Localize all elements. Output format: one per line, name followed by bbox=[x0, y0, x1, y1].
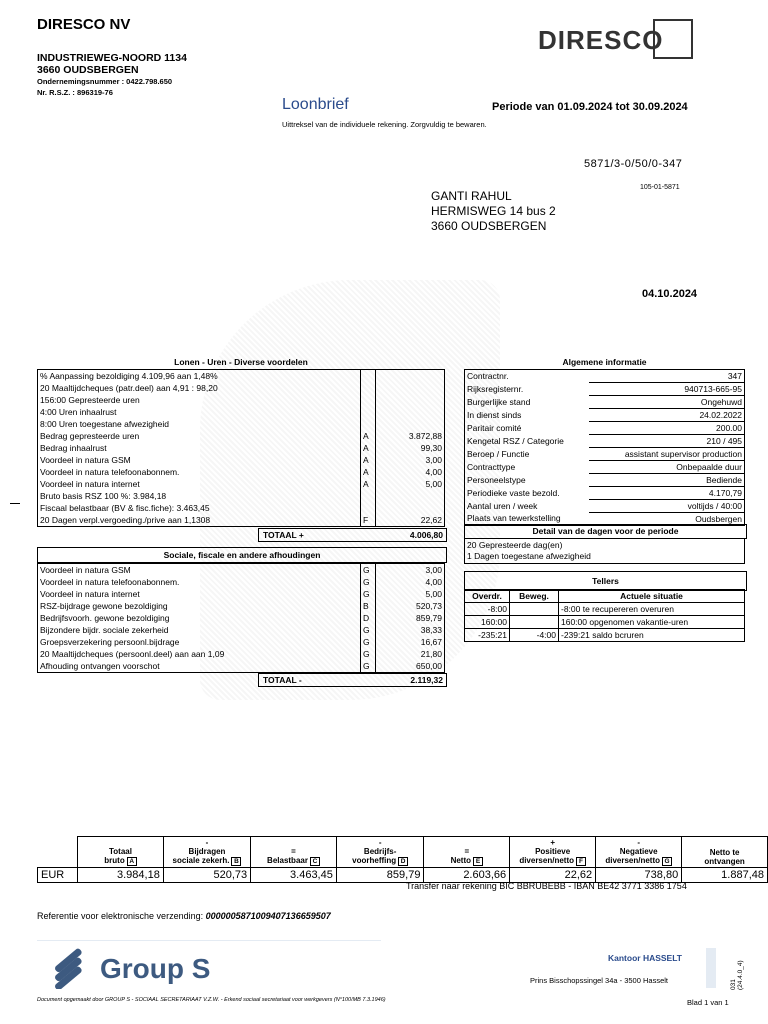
lonen-row bbox=[38, 418, 445, 430]
summary-value: 738,80 bbox=[596, 868, 682, 883]
lonen-amount: 22,62 bbox=[376, 514, 445, 527]
lonen-amount: 5,00 bbox=[376, 478, 445, 490]
sociale-code: D bbox=[361, 612, 376, 624]
summary-value: 520,73 bbox=[163, 868, 250, 883]
summary-label2-text: Netto bbox=[450, 856, 472, 865]
lonen-amount: 99,30 bbox=[376, 442, 445, 454]
lonen-amount bbox=[376, 406, 445, 418]
document-note: Document opgemaakt door GROUP S - SOCIAAL SECRETARIAAT V.Z.W. - Erkend sociaal secretariaat voor werkgevers (N°100/MB 7.3.1946) bbox=[37, 997, 386, 1003]
lonen-row bbox=[38, 430, 445, 442]
sociale-code: G bbox=[361, 648, 376, 660]
summary-label2-text: voorheffing bbox=[352, 856, 397, 865]
algemeen-row bbox=[465, 383, 745, 396]
sociale-desc: Afhouding ontvangen voorschot bbox=[40, 660, 160, 671]
lonen-code bbox=[361, 502, 376, 514]
lonen-row bbox=[38, 382, 445, 394]
lonen-code: A bbox=[361, 430, 376, 442]
sociale-title: Sociale, fiscale en andere afhoudingen bbox=[37, 547, 447, 563]
summary-header bbox=[163, 837, 250, 868]
lonen-amount bbox=[376, 418, 445, 430]
algemeen-row bbox=[465, 487, 745, 500]
document-title: Loonbrief bbox=[282, 96, 349, 113]
lonen-code bbox=[361, 418, 376, 430]
summary-header bbox=[424, 837, 510, 868]
summary-label2 bbox=[80, 856, 161, 866]
lonen-code bbox=[361, 490, 376, 502]
group-s-logo-icon bbox=[54, 947, 83, 989]
summary-label2-text: Belastbaar bbox=[267, 856, 308, 865]
algemeen-value: 210 / 495 bbox=[589, 435, 745, 448]
summary-letter: C bbox=[310, 857, 320, 866]
lonen-desc: % Aanpassing bezoldiging 4.109,96 aan 1,48% bbox=[40, 370, 218, 381]
address-line2: 3660 OUDSBERGEN bbox=[37, 64, 139, 76]
tellers-row bbox=[465, 616, 745, 629]
lonen-total-label: TOTAAL + bbox=[263, 530, 304, 540]
recipient-city: 3660 OUDSBERGEN bbox=[431, 219, 547, 233]
sociale-desc: Voordeel in natura telefoonabonnem. bbox=[40, 576, 180, 587]
summary-value: 1.887,48 bbox=[682, 868, 768, 883]
summary-label2 bbox=[426, 856, 507, 866]
lonen-amount bbox=[376, 370, 445, 383]
sociale-total-value: 2.119,32 bbox=[410, 675, 443, 685]
lonen-row bbox=[38, 370, 445, 383]
company-address bbox=[37, 52, 187, 98]
sociale-row bbox=[38, 636, 445, 648]
summary-currency: EUR bbox=[38, 868, 78, 883]
summary-header bbox=[78, 837, 164, 868]
algemeen-row bbox=[465, 435, 745, 448]
recipient-name: GANTI RAHUL bbox=[431, 189, 512, 203]
recipient-address bbox=[431, 189, 556, 234]
summary-op: = bbox=[291, 847, 296, 856]
sociale-row bbox=[38, 564, 445, 577]
summary-header bbox=[510, 837, 596, 868]
sociale-amount: 38,33 bbox=[376, 624, 445, 636]
lonen-code: A bbox=[361, 442, 376, 454]
diresco-logo bbox=[536, 18, 694, 60]
sociale-row bbox=[38, 600, 445, 612]
reference-label: Referentie voor elektronische verzending: bbox=[37, 911, 206, 921]
tellers-row bbox=[465, 629, 745, 642]
sociale-desc: Groepsverzekering persoonl.bijdrage bbox=[40, 636, 180, 647]
summary-value: 3.463,45 bbox=[251, 868, 337, 883]
tellers-beweg bbox=[510, 603, 559, 616]
group-s-logo bbox=[48, 945, 238, 994]
tellers-beweg: -4:00 bbox=[510, 629, 559, 642]
sociale-row bbox=[38, 588, 445, 600]
summary-label2-text: diversen/netto bbox=[605, 856, 661, 865]
summary-label1: Negatieve bbox=[619, 847, 658, 856]
lonen-code bbox=[361, 370, 376, 383]
group-s-logo-text: Group S bbox=[100, 953, 211, 984]
summary-label2-text: bruto bbox=[104, 856, 125, 865]
kantoor-address: Prins Bisschopssingel 34a - 3500 Hasselt bbox=[530, 976, 668, 985]
summary-value: 2.603,66 bbox=[424, 868, 510, 883]
lonen-amount bbox=[376, 394, 445, 406]
detail-title: Detail van de dagen voor de periode bbox=[464, 524, 747, 539]
lonen-amount bbox=[376, 490, 445, 502]
rsz-number: Nr. R.S.Z. : 896319-76 bbox=[37, 88, 113, 97]
algemeen-key: Aantal uren / week bbox=[467, 500, 538, 511]
sociale-row bbox=[38, 648, 445, 660]
sociale-amount: 21,80 bbox=[376, 648, 445, 660]
tellers-title: Tellers bbox=[464, 571, 747, 591]
tellers-header-overdr: Overdr. bbox=[465, 590, 510, 603]
summary-header bbox=[596, 837, 682, 868]
sociale-code: G bbox=[361, 564, 376, 577]
footer-band bbox=[706, 948, 716, 988]
sociale-desc: Bedrijfsvoorh. gewone bezoldiging bbox=[40, 612, 170, 623]
algemeen-row bbox=[465, 474, 745, 487]
tellers-overdr: 160:00 bbox=[465, 616, 510, 629]
algemeen-row bbox=[465, 448, 745, 461]
lonen-desc: 4:00 Uren inhaalrust bbox=[40, 406, 117, 417]
algemeen-key: Burgerlijke stand bbox=[467, 396, 531, 407]
algemeen-key: Periodieke vaste bezold. bbox=[467, 487, 560, 498]
sociale-desc: RSZ-bijdrage gewone bezoldiging bbox=[40, 600, 168, 611]
sociale-amount: 4,00 bbox=[376, 576, 445, 588]
detail-item: 1 Dagen toegestane afwezigheid bbox=[467, 551, 591, 561]
sociale-amount: 3,00 bbox=[376, 564, 445, 577]
sociale-amount: 520,73 bbox=[376, 600, 445, 612]
document-date: 04.10.2024 bbox=[642, 288, 698, 300]
sociale-desc: Voordeel in natura internet bbox=[40, 588, 140, 599]
lonen-total bbox=[258, 528, 447, 542]
algemeen-value: assistant supervisor production bbox=[589, 448, 745, 461]
sociale-code: G bbox=[361, 588, 376, 600]
sociale-code: G bbox=[361, 624, 376, 636]
sociale-amount: 5,00 bbox=[376, 588, 445, 600]
summary-label2 bbox=[166, 856, 248, 866]
summary-letter: F bbox=[576, 857, 586, 866]
lonen-desc: Bedrag inhaalrust bbox=[40, 442, 107, 453]
algemeen-title: Algemene informatie bbox=[562, 357, 647, 367]
algemeen-row bbox=[465, 422, 745, 435]
lonen-row bbox=[38, 502, 445, 514]
tellers-header-act: Actuele situatie bbox=[559, 590, 745, 603]
transfer-line: Transfer naar rekening BIC BBRUBEBB - IBAN BE42 3771 3386 1754 bbox=[406, 881, 687, 891]
summary-header bbox=[251, 837, 337, 868]
lonen-row bbox=[38, 442, 445, 454]
lonen-amount bbox=[376, 502, 445, 514]
detail-items bbox=[464, 538, 745, 564]
page-number: Blad 1 van 1 bbox=[687, 998, 729, 1007]
company-name: DIRESCO NV bbox=[37, 16, 131, 33]
lonen-total-value: 4.006,80 bbox=[409, 530, 443, 540]
algemeen-value: 347 bbox=[589, 370, 745, 383]
lonen-table bbox=[37, 369, 445, 527]
vertical-code: 031 (24.4.0_4) bbox=[730, 960, 744, 990]
period: Periode van 01.09.2024 tot 30.09.2024 bbox=[492, 101, 688, 113]
sociale-desc: Voordeel in natura GSM bbox=[40, 564, 131, 575]
lonen-desc: Voordeel in natura internet bbox=[40, 478, 140, 489]
algemeen-key: Paritair comité bbox=[467, 422, 522, 433]
lonen-amount bbox=[376, 382, 445, 394]
lonen-row bbox=[38, 478, 445, 490]
lonen-row bbox=[38, 514, 445, 527]
algemeen-row bbox=[465, 461, 745, 474]
algemeen-value: Bediende bbox=[589, 474, 745, 487]
algemeen-value: Onbepaalde duur bbox=[589, 461, 745, 474]
summary-letter: B bbox=[231, 857, 241, 866]
sociale-amount: 859,79 bbox=[376, 612, 445, 624]
subtitle-note: Uittreksel van de individuele rekening. Zorgvuldig te bewaren. bbox=[282, 120, 487, 129]
lonen-title: Lonen - Uren - Diverse voordelen bbox=[174, 357, 308, 367]
lonen-amount: 3.872,88 bbox=[376, 430, 445, 442]
summary-label1: Bijdragen bbox=[188, 847, 226, 856]
summary-op: - bbox=[205, 838, 209, 847]
kantoor-name: Kantoor HASSELT bbox=[608, 953, 682, 963]
lonen-desc: 8:00 Uren toegestane afwezigheid bbox=[40, 418, 170, 429]
algemeen-value: Oudsbergen bbox=[589, 513, 745, 526]
tellers-header-row bbox=[465, 590, 745, 603]
lonen-row bbox=[38, 394, 445, 406]
algemeen-row bbox=[465, 409, 745, 422]
address-line1: INDUSTRIEWEG-NOORD 1134 bbox=[37, 52, 187, 64]
footer-divider bbox=[37, 940, 381, 941]
summary-label2-text: sociale zekerh. bbox=[172, 856, 230, 865]
electronic-reference bbox=[37, 911, 331, 921]
sociale-total-label: TOTAAL - bbox=[263, 675, 302, 685]
tellers-overdr: -8:00 bbox=[465, 603, 510, 616]
algemeen-value: 24.02.2022 bbox=[589, 409, 745, 422]
logo-text: DIRESCO bbox=[538, 25, 664, 55]
lonen-code: F bbox=[361, 514, 376, 527]
tellers-header-beweg: Beweg. bbox=[510, 590, 559, 603]
summary-label1: Bedrijfs- bbox=[363, 847, 397, 856]
sociale-amount: 650,00 bbox=[376, 660, 445, 673]
lonen-row bbox=[38, 466, 445, 478]
sociale-code: G bbox=[361, 576, 376, 588]
algemeen-value: 940713-665-95 bbox=[589, 383, 745, 396]
summary-header-row bbox=[38, 837, 768, 868]
lonen-desc: 20 Dagen verpl.vergoeding./prive aan 1,1308 bbox=[40, 514, 211, 525]
summary-label1: Positieve bbox=[535, 847, 571, 856]
lonen-desc: 20 Maaltijdcheques (patr.deel) aan 4,91 : 98,20 bbox=[40, 382, 218, 393]
lonen-desc: Bruto basis RSZ 100 %: 3.984,18 bbox=[40, 490, 167, 501]
summary-label2 bbox=[598, 856, 679, 866]
summary-label2 bbox=[512, 856, 593, 866]
summary-op: - bbox=[378, 838, 382, 847]
sociale-amount: 16,67 bbox=[376, 636, 445, 648]
summary-label2-text: diversen/netto bbox=[519, 856, 574, 865]
algemeen-key: In dienst sinds bbox=[467, 409, 522, 420]
lonen-code bbox=[361, 406, 376, 418]
algemeen-key: Contracttype bbox=[467, 461, 516, 472]
sociale-total bbox=[258, 673, 447, 687]
sociale-table bbox=[37, 563, 445, 673]
summary-value: 22,62 bbox=[510, 868, 596, 883]
reference-code: 105-01-5871 bbox=[640, 184, 680, 191]
summary-label2-text: ontvangen bbox=[704, 857, 745, 866]
tellers-actueel: -8:00 te recupereren overuren bbox=[559, 603, 745, 616]
recipient-street: HERMISWEG 14 bus 2 bbox=[431, 204, 556, 218]
summary-op: - bbox=[637, 838, 641, 847]
algemeen-row bbox=[465, 500, 745, 513]
lonen-desc: 156:00 Gepresteerde uren bbox=[40, 394, 140, 405]
summary-header-blank bbox=[38, 837, 78, 868]
lonen-row bbox=[38, 454, 445, 466]
sociale-row bbox=[38, 576, 445, 588]
summary-letter: A bbox=[127, 857, 137, 866]
algemeen-key: Plaats van tewerkstelling bbox=[467, 513, 561, 524]
summary-op: + bbox=[550, 838, 555, 847]
sociale-desc: Bijzondere bijdr. sociale zekerheid bbox=[40, 624, 169, 635]
summary-label1: Netto te bbox=[709, 848, 740, 857]
lonen-desc: Fiscaal belastbaar (BV & fisc.fiche): 3.463,45 bbox=[40, 502, 210, 513]
sociale-code: B bbox=[361, 600, 376, 612]
algemeen-key: Personeelstype bbox=[467, 474, 526, 485]
tellers-overdr: -235:21 bbox=[465, 629, 510, 642]
lonen-code: A bbox=[361, 454, 376, 466]
sociale-desc: 20 Maaltijdcheques (persoonl.deel) aan aan 1,09 bbox=[40, 648, 225, 659]
sociale-code: G bbox=[361, 660, 376, 673]
lonen-row bbox=[38, 406, 445, 418]
lonen-row bbox=[38, 490, 445, 502]
summary-label1: Totaal bbox=[109, 847, 132, 856]
lonen-code bbox=[361, 382, 376, 394]
summary-letter: D bbox=[398, 857, 408, 866]
summary-value: 3.984,18 bbox=[78, 868, 164, 883]
tellers-beweg bbox=[510, 616, 559, 629]
lonen-code: A bbox=[361, 478, 376, 490]
summary-op: = bbox=[464, 847, 470, 856]
algemeen-table bbox=[464, 369, 745, 526]
lonen-desc: Voordeel in natura telefoonabonnem. bbox=[40, 466, 180, 477]
lonen-desc: Voordeel in natura GSM bbox=[40, 454, 131, 465]
algemeen-value: 4.170,79 bbox=[589, 487, 745, 500]
reference-value: 0000005871009407136659507 bbox=[205, 911, 331, 921]
algemeen-value: Ongehuwd bbox=[589, 396, 745, 409]
algemeen-row bbox=[465, 370, 745, 383]
algemeen-key: Rijksregisternr. bbox=[467, 383, 524, 394]
summary-header bbox=[682, 837, 768, 868]
reference-number: 5871/3-0/50/0-347 bbox=[584, 158, 683, 170]
fold-mark bbox=[10, 503, 20, 504]
algemeen-key: Kengetal RSZ / Categorie bbox=[467, 435, 564, 446]
tellers-table bbox=[464, 589, 745, 642]
summary-letter: E bbox=[473, 857, 483, 866]
summary-letter: G bbox=[662, 857, 672, 866]
algemeen-value: voltijds / 40:00 bbox=[589, 500, 745, 513]
ondernemingsnummer: Ondernemingsnummer : 0422.798.650 bbox=[37, 77, 173, 86]
lonen-code: A bbox=[361, 466, 376, 478]
sociale-code: G bbox=[361, 636, 376, 648]
tellers-actueel: 160:00 opgenomen vakantie-uren bbox=[559, 616, 745, 629]
summary-label2 bbox=[339, 856, 422, 866]
summary-value: 859,79 bbox=[336, 868, 424, 883]
summary-label2 bbox=[253, 856, 334, 866]
sociale-row bbox=[38, 612, 445, 624]
lonen-amount: 4,00 bbox=[376, 466, 445, 478]
summary-label2 bbox=[684, 857, 765, 866]
sociale-row bbox=[38, 624, 445, 636]
lonen-code bbox=[361, 394, 376, 406]
summary-table bbox=[37, 836, 768, 883]
tellers-actueel: -239:21 saldo bcruren bbox=[559, 629, 745, 642]
algemeen-key: Contractnr. bbox=[467, 370, 509, 381]
lonen-amount: 3,00 bbox=[376, 454, 445, 466]
sociale-row bbox=[38, 660, 445, 673]
tellers-row bbox=[465, 603, 745, 616]
detail-item: 20 Gepresteerde dag(en) bbox=[467, 540, 563, 550]
algemeen-value: 200.00 bbox=[589, 422, 745, 435]
summary-header bbox=[336, 837, 424, 868]
lonen-desc: Bedrag gepresteerde uren bbox=[40, 430, 140, 441]
algemeen-row bbox=[465, 396, 745, 409]
algemeen-key: Beroep / Functie bbox=[467, 448, 530, 459]
